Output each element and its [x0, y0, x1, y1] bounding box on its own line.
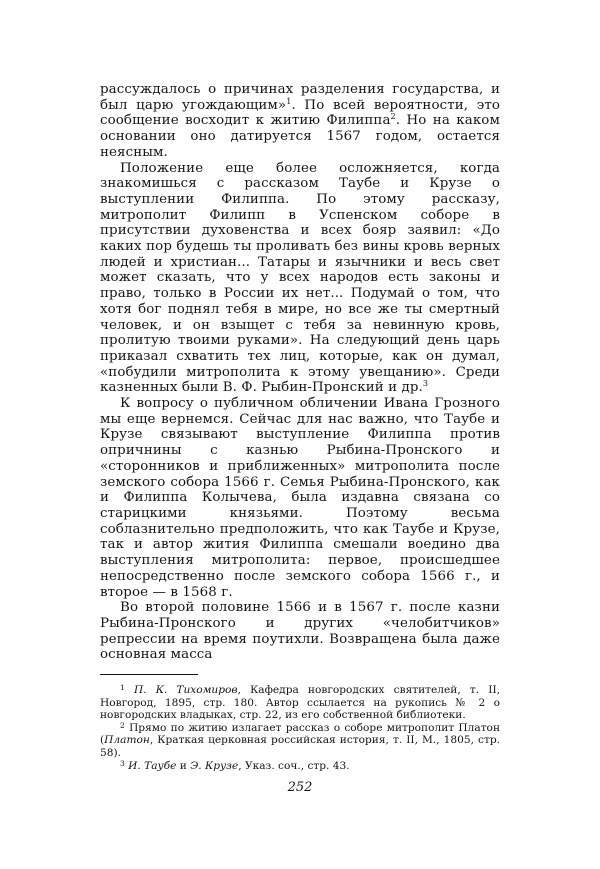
- paragraph-4: Во второй половине 1566 и в 1567 г. после казни Рыбина-Пронского и других «челобитчиков» репрессии на время поутихли. Возвращена была даже основная масса: [100, 600, 500, 663]
- page-number: 252: [287, 780, 313, 795]
- paragraph-3: К вопросу о публичном обличении Ивана Грозного мы еще вернемся. Сейчас для нас важно, что Таубе и Крузе связывают выступление Филиппа против опричнины с казнью Рыбина-Пронского и «сторонников и приближенных» митрополита после земского собора 1566 г. Семья Рыбина-Пронского, как и Филиппа Колычева, была издавна связана со старицкими князьями. Поэтому весьма соблазнительно предположить, что как Таубе и Крузе, так и автор жития Филиппа смешали воедино два выступления митрополита: первое, происшедшее непосредственно после земского собора 1566 г., и второе — в 1568 г.: [100, 396, 500, 600]
- paragraph-1: [100, 82, 500, 161]
- footnote-ref-3[interactable]: 3: [422, 379, 429, 389]
- footnote-divider: [100, 674, 198, 675]
- paragraph-1-text-c: . Но на каком основании оно датируется 1567 годом, остается неясным.: [100, 113, 500, 160]
- footnote-3-author-1: И. Таубе: [128, 759, 177, 772]
- page-body: [100, 82, 500, 772]
- footnote-3-text: , Указ. соч., стр. 43.: [238, 759, 350, 772]
- footnote-3-conjunction: и: [176, 759, 191, 772]
- footnote-1-author: П. К. Тихомиров: [133, 684, 238, 697]
- footnote-3: [100, 760, 500, 773]
- paragraph-1-text-b: . По всей вероятности, это сообщение восходит к житию Филиппа: [100, 97, 500, 129]
- footnote-3-number: 3: [120, 758, 125, 768]
- paragraph-2: [100, 161, 500, 397]
- footnote-2: [100, 722, 500, 760]
- footnote-ref-2[interactable]: 2: [390, 112, 396, 122]
- footnote-1-text: , Кафедра новгородских святителей, т. II, Новгород, 1895, стр. 180. Автор ссылается на рукопись № 2 о новгородских владыках, стр. 22, из его собственной библиотеки.: [100, 684, 500, 722]
- footnote-2-text-b: , Краткая церковная российская история, т. II, М., 1805, стр. 58).: [100, 734, 500, 759]
- footnote-3-author-2: Э. Крузе: [190, 759, 239, 772]
- footnote-2-text-a: Прямо по житию излагает рассказ о соборе митрополит Платон (: [100, 721, 500, 747]
- paragraph-2-text: Положение еще более осложняется, когда знакомишься с рассказом Таубе и Крузе о выступлении Филиппа. По этому рассказу, митрополит Филипп в Успенском соборе в присутствии духовенства и всех бояр заявил: «До каких пор будешь ты проливать без вины кровь верных людей и христиан... Татары и язычники и весь свет может сказать, что у всех народов есть законы и право, только в России их нет... Подумай о том, что хотя бог поднял тебя в мире, но все же ты смертный человек, и он взыщет с тебя за невинную кровь, пролитую твоими руками». На следующий день царь приказал схватить тех лиц, которые, как он думал, «побудили митрополита к этому увещанию». Среди казненных были В. Ф. Рыбин-Пронский и др.: [100, 160, 500, 396]
- footnote-2-author: Платон: [104, 734, 150, 747]
- footnote-2-number: 2: [120, 720, 125, 730]
- footnote-1: [100, 684, 500, 722]
- footnote-1-number: 1: [120, 683, 125, 693]
- paragraph-1-text-a: рассуждалось о причинах разделения государства, и был царю угождающим»: [100, 82, 500, 113]
- footnote-ref-1[interactable]: 1: [286, 96, 292, 106]
